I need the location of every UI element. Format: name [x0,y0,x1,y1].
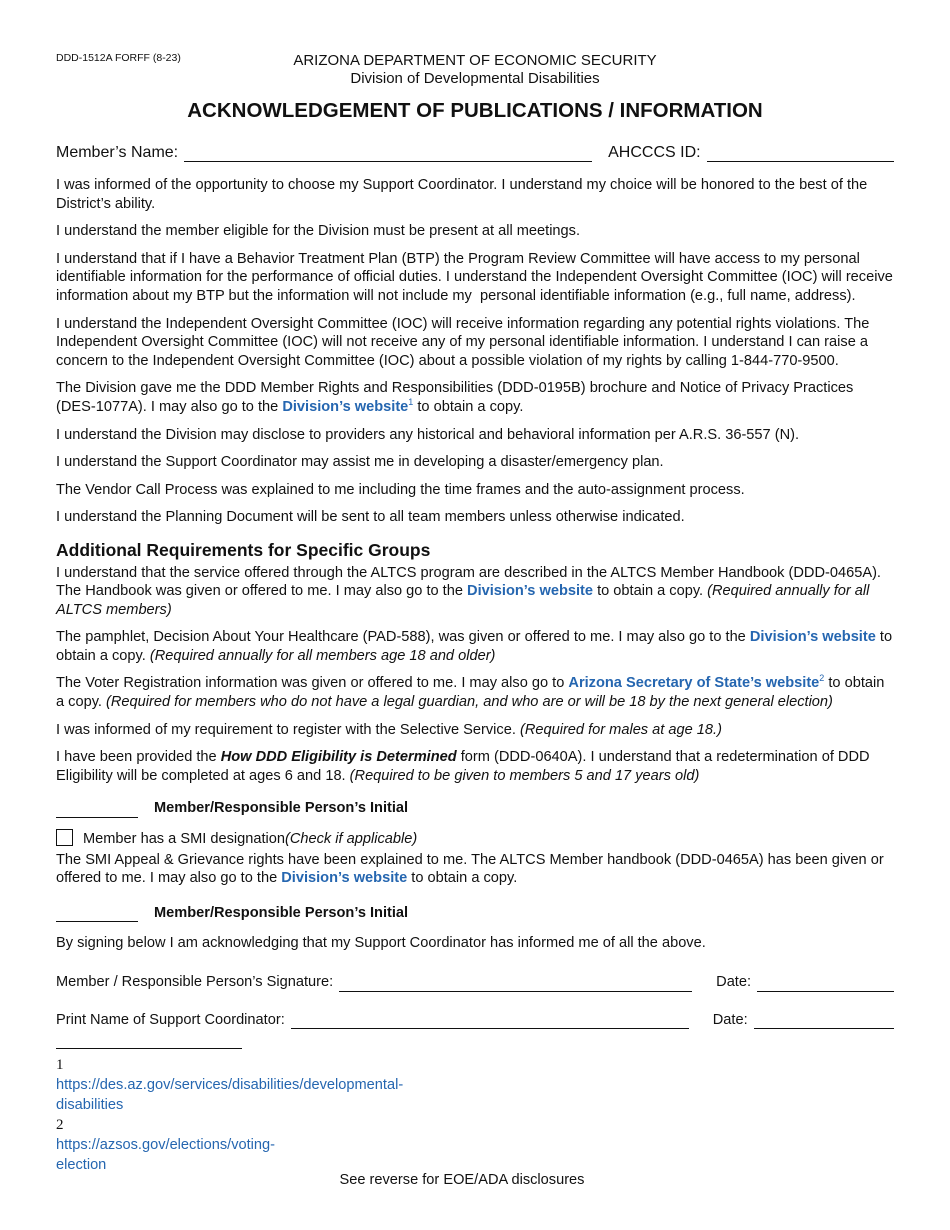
ahcccs-id-label: AHCCCS ID: [608,144,701,161]
website-link[interactable]: Division’s website [282,398,409,415]
text-segment: The Vendor Call Process was explained to me including the time frames and the auto-assignment process. [56,481,745,498]
text-segment: The SMI Appeal & Grievance rights have been explained to me. The ALTCS Member handbook (DDD-0465A) has been given or offered to me. I may also go to the [56,851,888,887]
member-name-field[interactable] [184,145,592,162]
footnote-link[interactable]: https://des.az.gov/services/disabilities/developmental-disabilities [56,1077,404,1114]
initial-label: Member/Responsible Person’s Initial [154,904,409,921]
smi-checkbox-label: Member has a SMI designation [83,831,285,848]
website-link[interactable]: Division’s website [281,870,408,887]
text-segment: I understand the member eligible for the Division must be present at all meetings. [56,223,581,240]
text-segment: to obtain a copy. [593,583,708,600]
member-name-label: Member’s Name: [56,144,179,161]
footnote-1 [56,1055,404,1115]
footnote-number: 2 [56,1117,64,1134]
footnote-ref: 2 [819,673,825,684]
requirement-note: (Required annually for all members age 18 and older) [149,647,496,664]
acknowledgement-list [56,176,897,527]
text-segment: I have been provided the [56,749,221,766]
requirement-note: (Required annually for all ALTCS members) [56,583,873,618]
smi-checkbox[interactable] [56,829,73,846]
footnote-number: 1 [56,1057,64,1074]
division-name: Division of Developmental Disabilities [350,70,600,87]
agency-name: ARIZONA DEPARTMENT OF ECONOMIC SECURITY [293,52,657,69]
text-segment: The Division gave me the DDD Member Rights and Responsibilities (DDD-0195B) brochure and Notice of Privacy Practices (DES-1077A). I may also go to the [56,380,858,415]
paragraph [56,748,894,785]
website-link[interactable]: Arizona Secretary of State’s website [568,675,820,692]
text-segment: I understand that the service offered through the ALTCS program are described in the ALTCS Member Handbook (DDD-0465A). The Handbook was given or offered to me. I may also go to the [56,564,885,600]
text-segment: form (DDD-0640A). I understand that a redetermination of DDD Eligibility will be completed at ages 6 and 18. [56,749,874,784]
paragraph [56,426,894,445]
smi-checkbox-row [56,830,894,849]
paragraph [56,628,897,665]
requirement-note: (Required to be given to members 5 and 17 years old) [349,767,700,784]
text-segment: I was informed of the opportunity to choose my Support Coordinator. I understand my choice will be honored to the best of the District’s ability. [56,177,872,212]
paragraph [56,721,894,740]
paragraph [56,250,897,306]
group-requirements-list [56,564,897,786]
document-body [56,176,897,1175]
coordinator-name-label: Print Name of Support Coordinator: [56,1011,285,1028]
text-segment: I understand the Independent Oversight Committee (IOC) will receive information regarding any potential rights violations. The Independent Oversight Committee (IOC) will not receive any of my personal identifiable information. I understand I can raise a concern to the Independent Oversight Committee (IOC) about a possible violation of my rights by calling 1-844-770-9500. [56,315,874,369]
member-signature-field[interactable] [339,975,692,992]
paragraph [56,508,894,527]
initial-field-1[interactable] [56,801,138,818]
website-link[interactable]: Division’s website [749,629,876,646]
member-date-field[interactable] [757,975,894,992]
section-heading: Additional Requirements for Specific Groups [56,539,431,560]
paragraph [56,564,894,620]
member-signature-label: Member / Responsible Person’s Signature: [56,974,334,990]
text-segment: to obtain a copy. [56,629,897,664]
requirement-note: (Required for males at age 18.) [519,721,722,738]
coordinator-date-field[interactable] [754,1012,894,1029]
requirement-note: (Required for members who do not have a legal guardian, and who are or will be 18 by the next general election) [106,694,833,711]
footnote-2 [56,1115,276,1175]
text-segment: I understand the Support Coordinator may assist me in developing a disaster/emergency plan. [56,454,664,471]
member-info-row [56,144,894,162]
coordinator-name-field[interactable] [291,1012,689,1029]
smi-checkbox-hint: (Check if applicable) [284,831,418,848]
paragraph [56,222,894,241]
initial-field-2[interactable] [56,905,138,922]
text-segment: to obtain a copy. [56,675,889,711]
ahcccs-id-field[interactable] [707,145,894,162]
text-segment: The Voter Registration information was given or offered to me. I may also go to [56,675,569,692]
footnote-ref: 1 [408,397,414,408]
paragraph [56,176,894,213]
text-segment: I was informed of my requirement to register with the Selective Service. [56,721,520,738]
website-link[interactable]: Division’s website [467,583,594,600]
text-segment: I understand that if I have a Behavior Treatment Plan (BTP) the Program Review Committee will have access to my personal identifiable information for the performance of official duties. I understand the Independent Oversight Committee (IOC) will receive information about my BTP but the information will not include my personal identifiable information (e.g., full name, address). [56,250,897,304]
text-segment: to obtain a copy. [413,398,524,415]
smi-paragraph [56,851,894,888]
text-segment: The pamphlet, Decision About Your Healthcare (PAD-588), was given or offered to me. I may also go to the [56,629,750,646]
paragraph [56,379,894,416]
paragraph [56,674,894,711]
paragraph [56,453,894,472]
form-title: How DDD Eligibility is Determined [220,749,457,766]
coordinator-row [56,1011,894,1030]
page-title: ACKNOWLEDGEMENT OF PUBLICATIONS / INFORMATION [187,99,763,122]
initial-label: Member/Responsible Person’s Initial [154,800,409,817]
footnotes [56,1048,404,1175]
date-label: Date: [712,1011,748,1028]
form-number: DDD-1512A FORFF (8-23) [56,52,181,64]
text-segment: to obtain a copy. [407,870,518,887]
paragraph [56,315,894,371]
member-signature-row [56,973,894,992]
text-segment: I understand the Division may disclose to providers any historical and behavioral information per A.R.S. 36-557 (N). [56,426,800,443]
footnote-link[interactable]: https://azsos.gov/elections/voting-election [56,1137,276,1174]
agency-header [0,52,950,88]
footer-note: See reverse for EOE/ADA disclosures [339,1172,585,1188]
initial-row-1 [56,799,894,818]
acknowledgement-statement: By signing below I am acknowledging that my Support Coordinator has informed me of all the above. [56,935,706,952]
paragraph [56,481,894,500]
initial-row-2 [56,904,894,923]
date-label: Date: [716,974,752,990]
text-segment: I understand the Planning Document will be sent to all team members unless otherwise indicated. [56,509,685,526]
